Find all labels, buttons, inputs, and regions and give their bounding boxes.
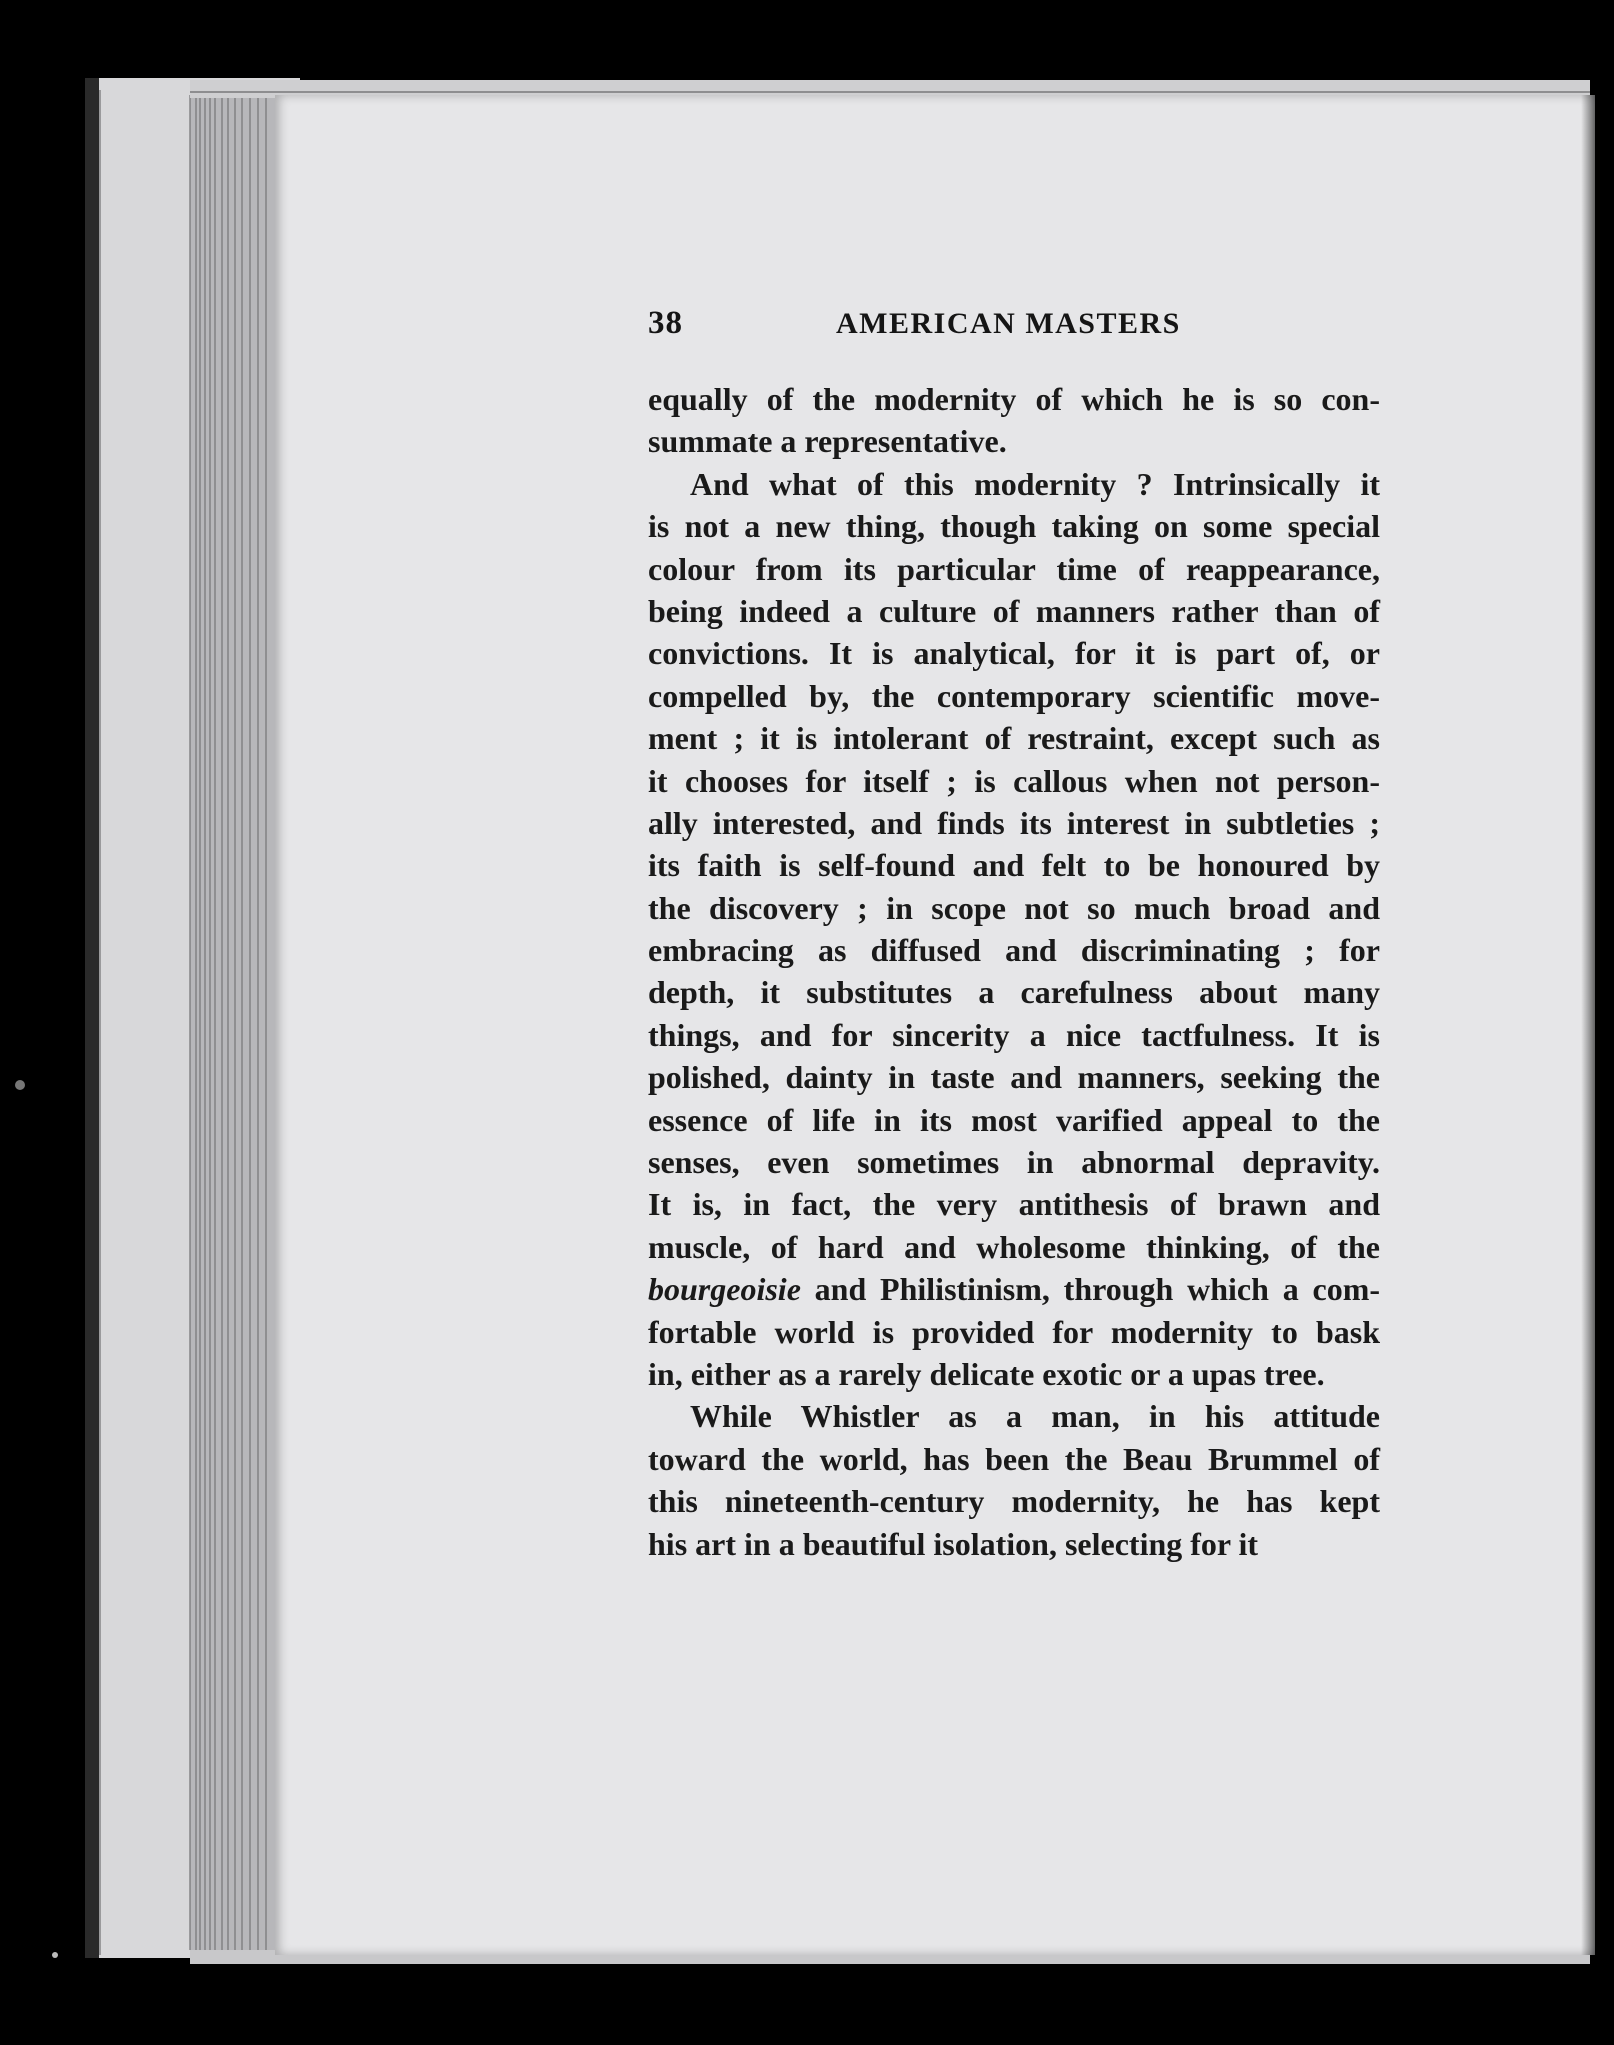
text-line: ment ; it is intolerant of restraint, except such as: [648, 720, 1380, 757]
page-stack-dark-band: [85, 78, 99, 1958]
text-line: in, either as a rarely delicate exotic or a upas tree.: [648, 1355, 1325, 1392]
page-number: 38: [648, 305, 683, 341]
text-line: convictions. It is analytical, for it is part of, or: [648, 635, 1380, 672]
text-line: summate a representative.: [648, 423, 1007, 460]
text-line: being indeed a culture of manners rather than of: [648, 592, 1380, 629]
page-gutter-shadow: [1581, 95, 1595, 1955]
text-line: the discovery ; in scope not so much broad and: [648, 889, 1380, 926]
text-line: bourgeoisie and Philistinism, through which a com-: [648, 1271, 1380, 1308]
text-line: It is, in fact, the very antithesis of brawn and: [648, 1186, 1380, 1223]
text-line: While Whistler as a man, in his attitude: [690, 1398, 1380, 1435]
text-line: is not a new thing, though taking on some special: [648, 508, 1380, 545]
text-line: And what of this modernity ? Intrinsically it: [690, 465, 1380, 502]
text-line: essence of life in its most varified appeal to the: [648, 1101, 1380, 1138]
text-line: his art in a beautiful isolation, selecting for it: [648, 1525, 1259, 1562]
text-line: toward the world, has been the Beau Brummel of: [648, 1440, 1380, 1477]
text-line: senses, even sometimes in abnormal depravity.: [648, 1144, 1380, 1181]
text-line: ally interested, and finds its interest in subtleties ;: [648, 804, 1380, 841]
text-line: fortable world is provided for modernity to bask: [648, 1313, 1380, 1350]
scan-dot: [52, 1952, 58, 1958]
text-line: embracing as diffused and discriminating ; for: [648, 932, 1380, 969]
text-line: colour from its particular time of reappearance,: [648, 550, 1380, 587]
text-line: polished, dainty in taste and manners, seeking the: [648, 1059, 1380, 1096]
body-text: [648, 378, 1380, 1565]
text-line: this nineteenth-century modernity, he has kept: [648, 1483, 1380, 1520]
page-stack-gradient: [190, 85, 275, 1960]
text-line: equally of the modernity of which he is so con-: [648, 381, 1380, 417]
text-line: it chooses for itself ; is callous when not person-: [648, 762, 1380, 799]
scan-speck: [15, 1080, 25, 1090]
text-line: things, and for sincerity a nice tactfulness. It is: [648, 1016, 1380, 1053]
text-line: depth, it substitutes a carefulness about many: [648, 974, 1380, 1011]
text-line: muscle, of hard and wholesome thinking, of the: [648, 1228, 1380, 1265]
text-line: its faith is self-found and felt to be honoured by: [648, 847, 1380, 884]
running-title: AMERICAN MASTERS: [836, 307, 1181, 340]
text-line: compelled by, the contemporary scientific move-: [648, 677, 1380, 714]
italic-word: bourgeoisie: [648, 1271, 801, 1308]
running-head: [648, 305, 1378, 355]
